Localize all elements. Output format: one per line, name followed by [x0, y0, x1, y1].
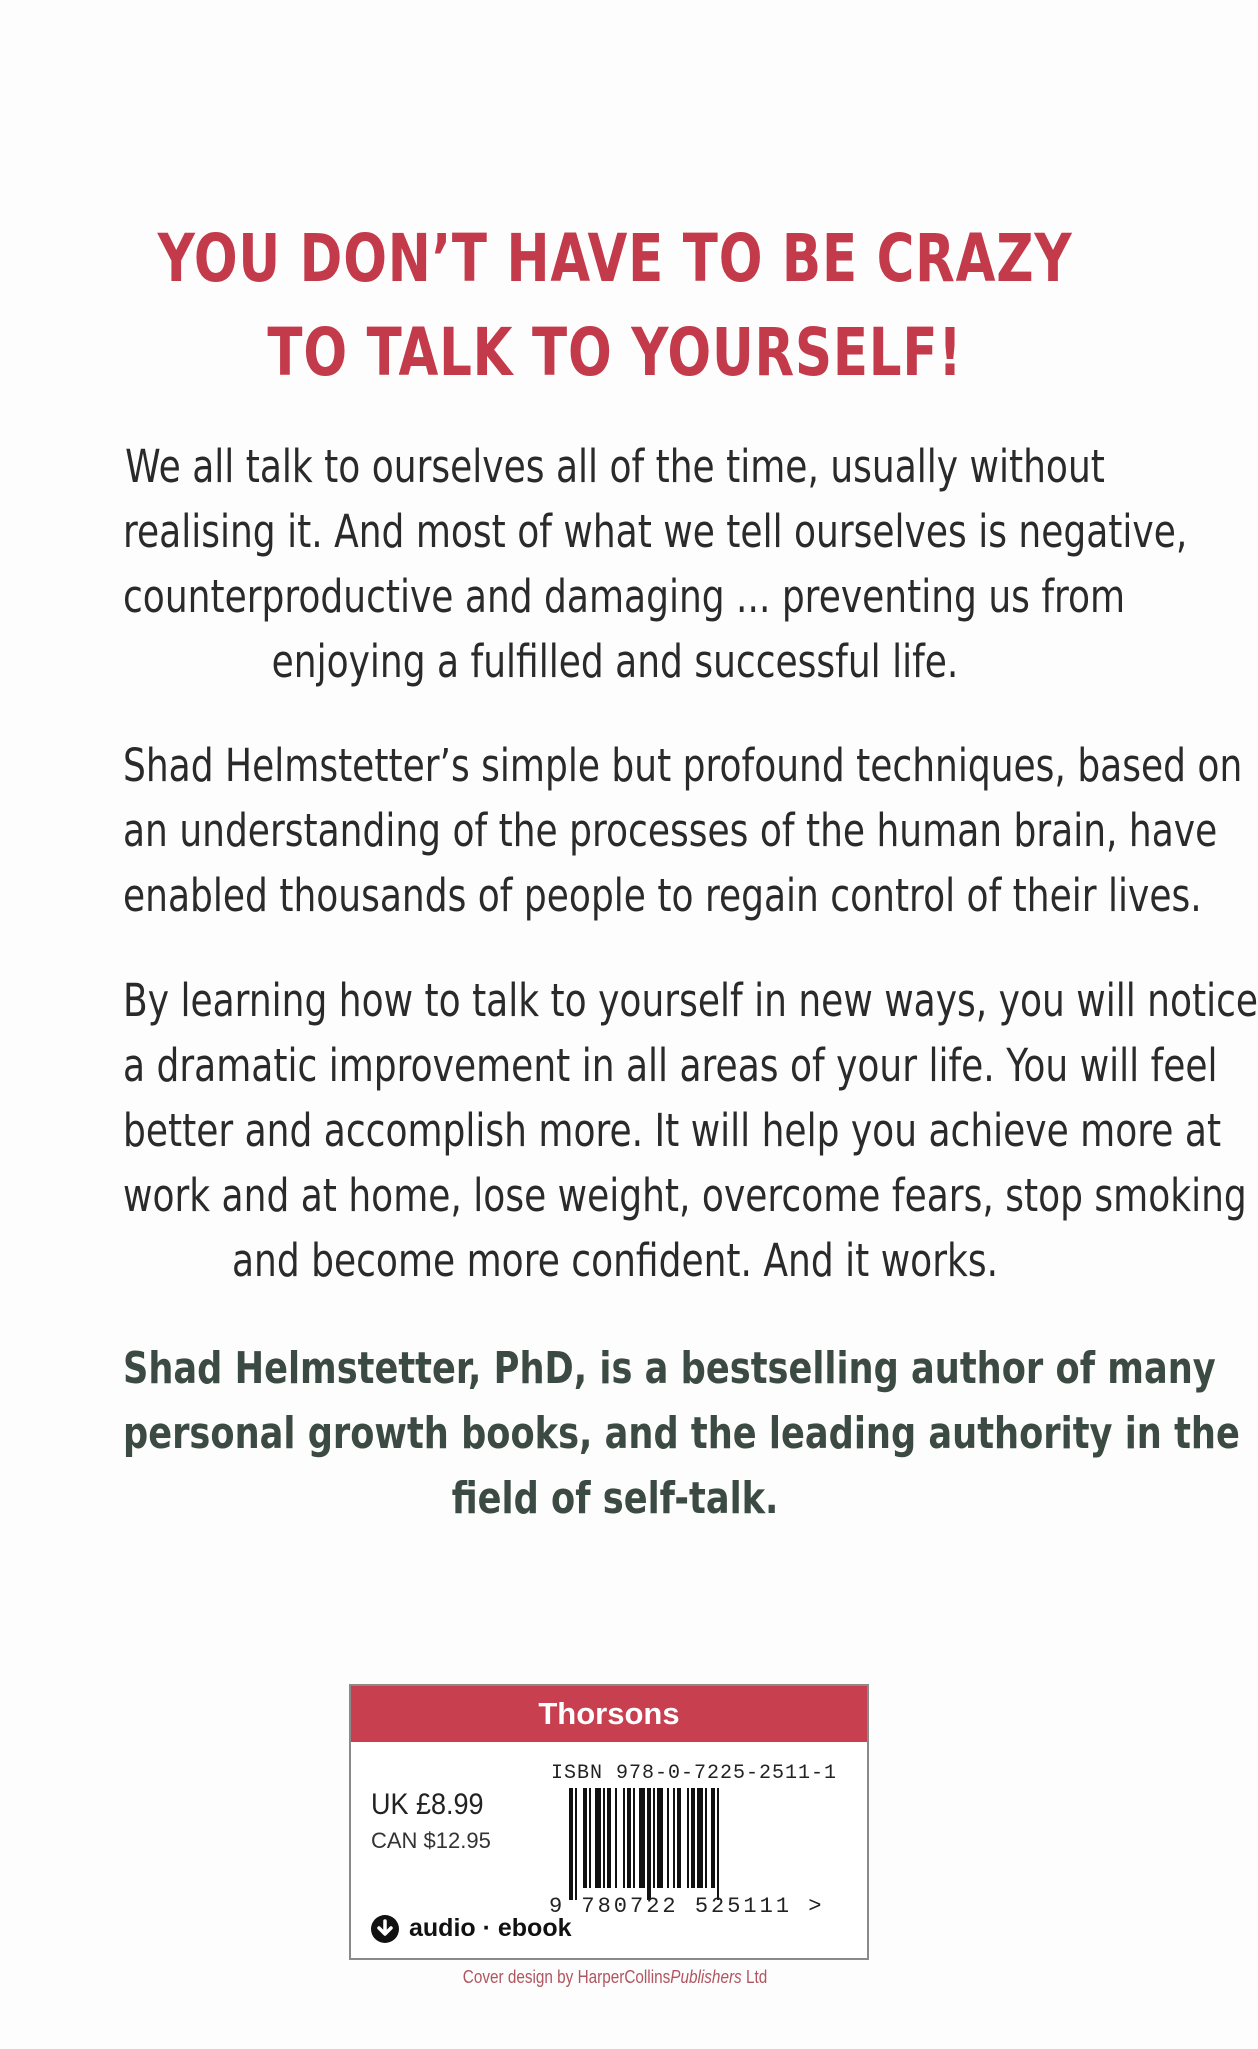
barcode-bar: [607, 1788, 611, 1888]
barcode-bar: [717, 1788, 719, 1900]
formats-label: audio · ebook: [409, 1914, 572, 1942]
barcode-bar: [627, 1788, 631, 1888]
headline-line-1: YOU DON’T HAVE TO BE CRAZY: [157, 220, 1073, 297]
author-bio: [0, 1336, 1240, 1531]
price-uk: UK £8.99: [371, 1788, 484, 1821]
barcode-bar: [575, 1788, 577, 1900]
barcode-bar: [697, 1788, 703, 1888]
text-line: counterproductive and damaging ... preventing us from: [123, 570, 1126, 623]
isbn-label: ISBN 978-0-7225-2511-1: [551, 1762, 838, 1785]
barcode-bar: [583, 1788, 587, 1888]
barcode-bar: [615, 1788, 617, 1888]
headline-line-2: TO TALK TO YOURSELF!: [267, 314, 963, 391]
text-line: a dramatic improvement in all areas of your life. You will feel: [123, 1039, 1218, 1092]
download-circle-icon: [371, 1915, 399, 1943]
barcode-bar: [677, 1788, 681, 1888]
credit-suffix: Ltd: [741, 1967, 768, 1987]
barcode-bar: [667, 1788, 669, 1888]
barcode-digits: 9 780722 525111 >: [549, 1894, 825, 1919]
barcode-bar: [595, 1788, 601, 1888]
blurb-paragraph-3: [0, 968, 1258, 1293]
text-line: and become more confident. And it works.: [231, 1234, 999, 1287]
barcode-bar: [569, 1788, 573, 1900]
barcode-bar: [653, 1788, 655, 1888]
text-line: enabled thousands of people to regain control of their lives.: [123, 869, 1202, 922]
barcode-image: [569, 1788, 809, 1900]
text-line: enjoying a fulfilled and successful life.: [271, 635, 959, 688]
blurb-paragraph-2: [0, 733, 1243, 928]
barcode-bar: [687, 1788, 689, 1888]
barcode-bar: [673, 1788, 675, 1888]
barcode-bar: [691, 1788, 695, 1888]
formats-row: [371, 1914, 572, 1943]
text-line: We all talk to ourselves all of the time, usually without: [125, 440, 1105, 493]
barcode-bar: [633, 1788, 635, 1888]
text-line: realising it. And most of what we tell ourselves is negative,: [123, 505, 1188, 558]
barcode-bar: [589, 1788, 591, 1888]
text-line: work and at home, lose weight, overcome fears, stop smoking: [123, 1169, 1247, 1222]
text-line: an understanding of the processes of the human brain, have: [123, 804, 1218, 857]
text-line: field of self-talk.: [451, 1473, 779, 1524]
barcode-bar: [639, 1788, 645, 1888]
text-line: personal growth books, and the leading authority in the: [123, 1408, 1240, 1459]
cover-design-credit: [92, 1967, 1138, 1988]
barcode-bar: [647, 1788, 651, 1900]
text-line: better and accomplish more. It will help you achieve more at: [123, 1104, 1222, 1157]
blurb-paragraph-1: [0, 434, 1230, 694]
barcode-bar: [623, 1788, 625, 1888]
credit-prefix: Cover design by HarperCollins: [462, 1967, 671, 1987]
headline: [135, 212, 1094, 400]
text-line: Shad Helmstetter’s simple but profound techniques, based on: [123, 739, 1243, 792]
barcode-panel: [349, 1684, 869, 1960]
publisher-logo: Thorsons: [351, 1686, 867, 1742]
credit-italic: Publishers: [670, 1967, 742, 1987]
text-line: Shad Helmstetter, PhD, is a bestselling author of many: [123, 1343, 1216, 1394]
barcode-bar: [657, 1788, 663, 1888]
barcode-bar: [711, 1788, 715, 1888]
barcode-bar: [603, 1788, 605, 1888]
barcode-bar: [705, 1788, 707, 1888]
text-line: By learning how to talk to yourself in new ways, you will notice: [123, 974, 1258, 1027]
price-can: CAN $12.95: [371, 1828, 491, 1853]
